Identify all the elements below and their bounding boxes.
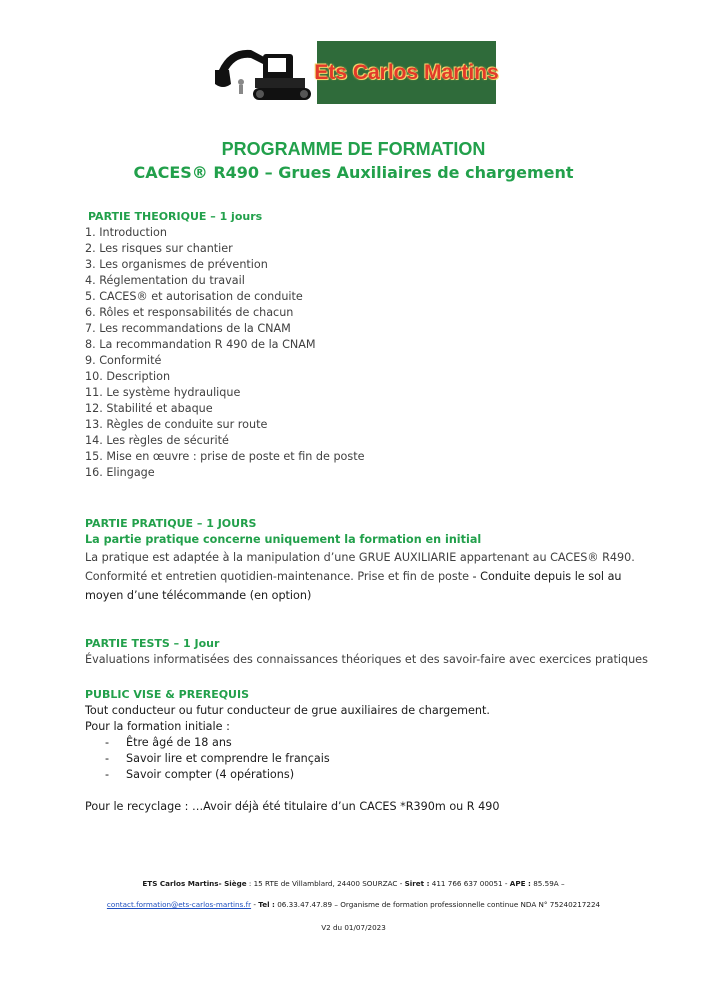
public-line-1: Tout conducteur ou futur conducteur de grue auxiliaires de chargement. (85, 704, 490, 717)
list-item: 3. Les organismes de prévention (85, 258, 268, 271)
list-item: 6. Rôles et responsabilités de chacun (85, 306, 294, 319)
list-item: 8. La recommandation R 490 de la CNAM (85, 338, 316, 351)
practice-line-3: moyen d’une télécommande (en option) (85, 589, 312, 602)
tests-heading: PARTIE TESTS – 1 Jour (85, 637, 220, 650)
list-item: 4. Réglementation du travail (85, 274, 245, 287)
footer-line-2 (0, 900, 707, 909)
practice-heading: PARTIE PRATIQUE – 1 JOURS (85, 517, 257, 530)
list-item: 10. Description (85, 370, 171, 383)
footer-version: V2 du 01/07/2023 (321, 923, 386, 932)
practice-description (85, 548, 665, 605)
list-item: 2. Les risques sur chantier (85, 242, 233, 255)
theory-heading: PARTIE THEORIQUE – 1 jours (88, 210, 263, 223)
prerequisites-list (85, 735, 665, 783)
footer-ape-label: APE : (509, 879, 531, 888)
tests-text: Évaluations informatisées des connaissances théoriques et des savoir-faire avec exercices pratiques (85, 653, 648, 666)
contact-email-link[interactable]: contact.formation@ets-carlos-martins.fr (106, 900, 252, 909)
list-item-label: Savoir lire et comprendre le français (126, 752, 330, 765)
practice-line-1: La pratique est adaptée à la manipulation d’une GRUE AUXILIARIE appartenant au CACES® R490. (85, 551, 635, 564)
practice-line-2b: - Conduite depuis le sol au (469, 570, 622, 583)
public-heading: PUBLIC VISE & PREREQUIS (85, 688, 250, 701)
list-item: 12. Stabilité et abaque (85, 402, 213, 415)
footer-siege-label: - Siège (218, 879, 247, 888)
list-item: 11. Le système hydraulique (85, 386, 241, 399)
list-item: 13. Règles de conduite sur route (85, 418, 268, 431)
company-logo (211, 40, 499, 105)
list-item-label: Savoir compter (4 opérations) (126, 768, 295, 781)
footer-tel-value: 06.33.47.47.89 – Organisme de formation professionnelle continue NDA N° 75240217224 (274, 900, 601, 909)
list-item-label: Être âgé de 18 ans (126, 736, 232, 749)
public-line-2: Pour la formation initiale : (85, 720, 230, 733)
footer-siret-value: 411 766 637 00051 - (429, 879, 510, 888)
footer-siege-value: : 15 RTE de Villamblard, 24400 SOURZAC - (246, 879, 405, 888)
company-banner (314, 41, 499, 104)
practice-line-2a: Conformité et entretien quotidien-maintenance. Prise et fin de poste (85, 570, 469, 583)
recycling-requirement: Pour le recyclage : …Avoir déjà été titulaire d’un CACES *R390m ou R 490 (85, 800, 500, 813)
page-title: PROGRAMME DE FORMATION (221, 139, 486, 159)
list-item: 5. CACES® et autorisation de conduite (85, 290, 303, 303)
practice-subheading: La partie pratique concerne uniquement la formation en initial (85, 533, 482, 546)
footer-tel-label: Tel : (258, 900, 275, 909)
list-item: 14. Les règles de sécurité (85, 434, 229, 447)
footer-company: ETS Carlos Martins (142, 879, 219, 888)
list-item: - Savoir lire et comprendre le français (105, 752, 330, 765)
list-item: - Savoir compter (4 opérations) (105, 768, 295, 781)
footer-siret-label: Siret : (404, 879, 430, 888)
footer-line-1 (0, 879, 707, 888)
page-subtitle: CACES® R490 – Grues Auxiliaires de chargement (133, 163, 574, 182)
list-item: - Être âgé de 18 ans (105, 736, 232, 749)
footer-tel-sep: - (251, 900, 259, 909)
footer-ape-value: 85.59A – (530, 879, 565, 888)
document-body (85, 209, 665, 815)
list-item: 7. Les recommandations de la CNAM (85, 322, 291, 335)
company-name: Ets Carlos Martins (314, 60, 499, 84)
list-item: 9. Conformité (85, 354, 162, 367)
excavator-icon (211, 40, 317, 105)
list-item: 16. Elingage (85, 466, 155, 479)
theory-list (85, 225, 665, 481)
list-item: 15. Mise en œuvre : prise de poste et fin de poste (85, 450, 365, 463)
list-item: 1. Introduction (85, 226, 167, 239)
